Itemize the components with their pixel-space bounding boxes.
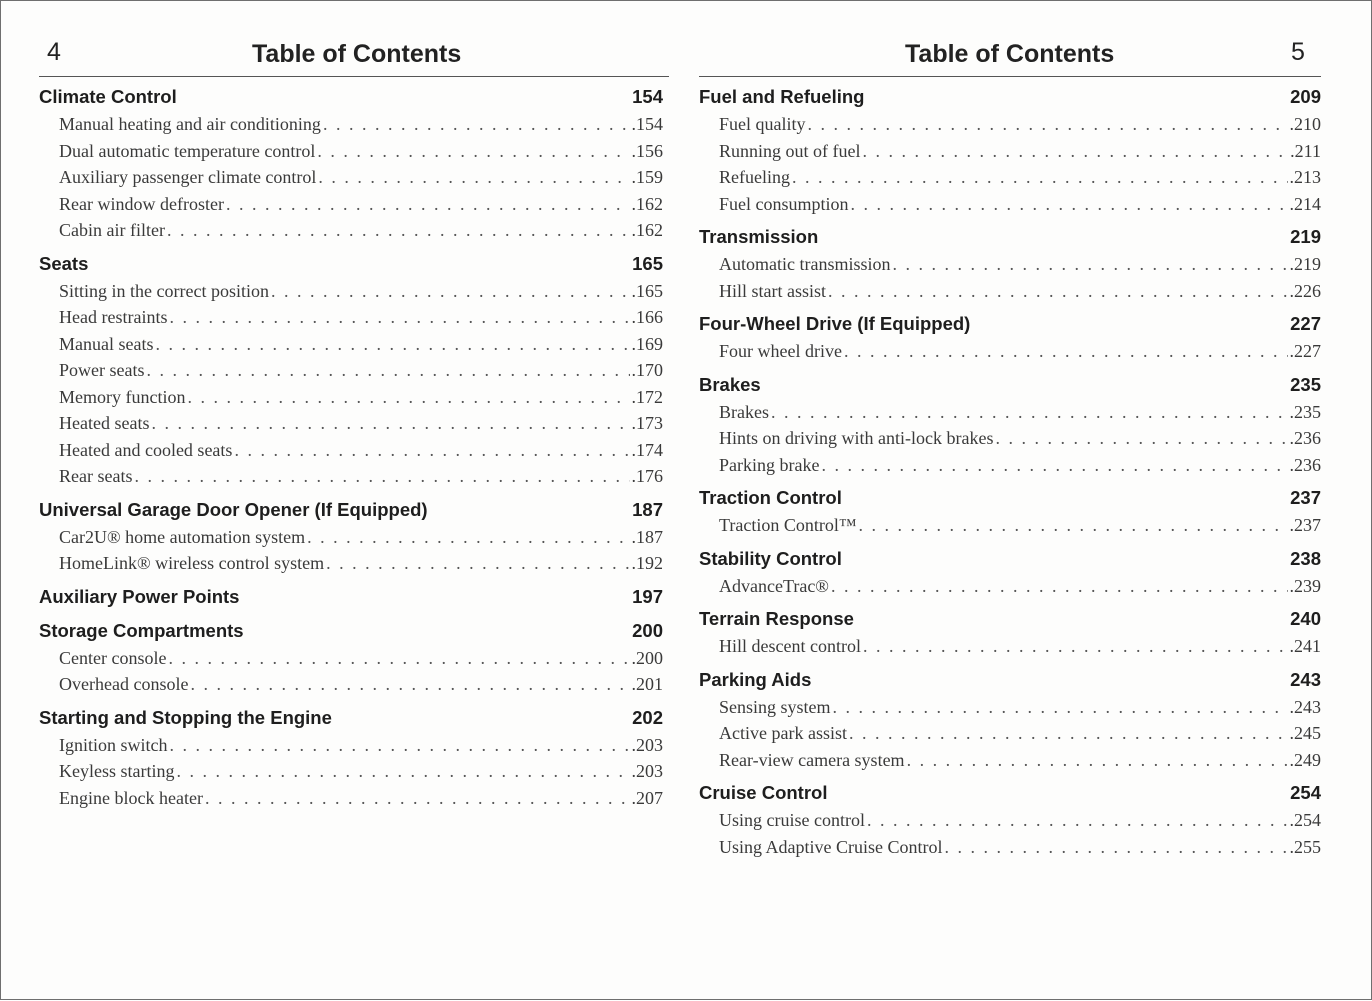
dot-leader (307, 524, 629, 551)
entry-page-number: .169 (631, 333, 663, 354)
entry-label: Overhead console (59, 674, 189, 694)
entry-label: Using Adaptive Cruise Control (719, 836, 943, 857)
entry-label: Engine block heater (59, 787, 203, 808)
toc-entry[interactable] (699, 191, 1321, 218)
section-heading[interactable] (39, 704, 663, 732)
entry-label: Using cruise control (719, 810, 865, 830)
toc-section (699, 484, 1321, 539)
toc-section (699, 605, 1321, 660)
entry-label: Heated seats (59, 413, 150, 433)
dot-leader (831, 573, 1288, 600)
entry-page-number: .170 (631, 360, 663, 380)
dot-leader (326, 550, 629, 577)
section-title: Starting and Stopping the Engine (39, 706, 332, 728)
entry-page-number: .249 (1289, 749, 1321, 770)
toc-entry[interactable] (39, 164, 663, 191)
dot-leader (187, 384, 629, 411)
toc-section (699, 223, 1321, 304)
right-page (687, 1, 1372, 1001)
entry-page-number: .156 (631, 140, 663, 161)
entry-page-number: .192 (631, 553, 663, 573)
dot-leader (945, 834, 1288, 861)
dot-leader (168, 645, 629, 672)
dot-leader (771, 399, 1288, 426)
entry-page-number: .254 (1289, 810, 1321, 830)
entry-page-number: .173 (631, 413, 663, 433)
entry-page-number: .211 (1290, 140, 1321, 161)
entry-label: Brakes (719, 401, 769, 422)
entry-label: Fuel consumption (719, 193, 849, 214)
section-title: Auxiliary Power Points (39, 585, 240, 607)
toc-entry[interactable] (39, 645, 663, 672)
dot-leader (134, 463, 629, 490)
entry-page-number: .237 (1289, 515, 1321, 535)
section-page-number: 209 (1290, 86, 1321, 107)
entry-label: Head restraints (59, 307, 168, 327)
entry-label: Running out of fuel (719, 140, 861, 161)
section-heading[interactable] (39, 496, 663, 524)
dot-leader (851, 191, 1288, 218)
section-title: Universal Garage Door Opener (If Equipped) (39, 498, 428, 520)
entry-page-number: .154 (631, 114, 663, 134)
section-heading[interactable] (39, 250, 663, 278)
toc-entry[interactable] (39, 111, 663, 138)
toc-entry[interactable] (699, 720, 1321, 747)
entry-label: Center console (59, 647, 167, 668)
dot-leader (155, 331, 629, 358)
section-heading[interactable] (699, 223, 1321, 251)
entry-label: HomeLink® wireless control system (59, 553, 325, 573)
toc-section (699, 666, 1321, 774)
dot-leader (833, 694, 1288, 721)
left-page (1, 1, 687, 1001)
section-heading[interactable] (699, 484, 1321, 512)
entry-label: Sitting in the correct position (59, 280, 269, 301)
entry-label: Auxiliary passenger climate control (59, 167, 317, 187)
entry-page-number: .226 (1289, 280, 1321, 301)
entry-label: Automatic transmission (719, 254, 891, 274)
toc-entry[interactable] (699, 399, 1321, 426)
dot-leader (205, 785, 630, 812)
toc-entry[interactable] (39, 463, 663, 490)
toc-entry[interactable] (39, 357, 663, 384)
entry-label: Rear window defroster (59, 193, 224, 214)
section-page-number: 219 (1290, 226, 1321, 247)
dot-leader (167, 217, 630, 244)
section-page-number: 200 (632, 619, 663, 641)
dot-leader (844, 338, 1288, 365)
entry-page-number: .236 (1289, 428, 1321, 448)
entry-page-number: .214 (1289, 193, 1321, 214)
section-heading[interactable] (699, 605, 1321, 633)
dot-leader (863, 138, 1289, 165)
entry-label: Traction Control™ (719, 515, 857, 535)
entry-label: Hill start assist (719, 280, 826, 301)
toc-entry[interactable] (699, 694, 1321, 721)
toc-section (39, 250, 663, 490)
toc-list (39, 83, 663, 817)
dot-leader (317, 138, 629, 165)
entry-page-number: .162 (631, 220, 663, 240)
entry-page-number: .213 (1289, 167, 1321, 187)
entry-page-number: .207 (631, 787, 663, 808)
entry-label: Power seats (59, 360, 145, 380)
toc-section (39, 496, 663, 577)
page-title: Table of Contents (252, 40, 462, 68)
section-page-number: 237 (1290, 487, 1321, 508)
toc-section (39, 583, 663, 611)
dot-leader (863, 633, 1288, 660)
toc-entry[interactable] (39, 437, 663, 464)
entry-label: Keyless starting (59, 761, 175, 781)
toc-entry[interactable] (39, 304, 663, 331)
entry-label: AdvanceTrac® (719, 575, 829, 596)
section-heading[interactable] (699, 545, 1321, 573)
dot-leader (190, 671, 629, 698)
section-page-number: 238 (1290, 547, 1321, 569)
toc-entry[interactable] (699, 573, 1321, 600)
dot-leader (858, 512, 1287, 539)
section-page-number: 227 (1290, 313, 1321, 334)
section-title: Climate Control (39, 86, 177, 107)
entry-page-number: .219 (1289, 254, 1321, 274)
entry-label: Rear seats (59, 466, 133, 486)
entry-page-number: .210 (1289, 114, 1321, 134)
entry-page-number: .187 (631, 526, 663, 547)
section-page-number: 187 (632, 498, 663, 520)
toc-entry[interactable] (699, 425, 1321, 452)
toc-section (699, 83, 1321, 217)
entry-page-number: .159 (631, 167, 663, 187)
dot-leader (318, 164, 629, 191)
toc-entry[interactable] (39, 550, 663, 577)
toc-entry[interactable] (39, 138, 663, 165)
entry-label: Hill descent control (719, 636, 861, 656)
entry-label: Car2U® home automation system (59, 526, 306, 547)
section-title: Fuel and Refueling (699, 86, 865, 107)
toc-entry[interactable] (699, 251, 1321, 278)
toc-entry[interactable] (39, 217, 663, 244)
section-title: Four-Wheel Drive (If Equipped) (699, 313, 971, 334)
dot-leader (995, 425, 1287, 452)
toc-entry[interactable] (699, 512, 1321, 539)
dot-leader (323, 111, 630, 138)
entry-page-number: .165 (631, 280, 663, 301)
toc-entry[interactable] (699, 138, 1321, 165)
section-heading[interactable] (39, 583, 663, 611)
entry-label: Heated and cooled seats (59, 439, 233, 460)
toc-section (699, 310, 1321, 365)
dot-leader (808, 111, 1288, 138)
entry-page-number: .245 (1289, 723, 1321, 743)
toc-entry[interactable] (39, 671, 663, 698)
section-heading[interactable] (699, 310, 1321, 338)
section-title: Parking Aids (699, 668, 812, 690)
section-page-number: 235 (1290, 373, 1321, 395)
toc-entry[interactable] (39, 384, 663, 411)
toc-section (39, 617, 663, 698)
entry-page-number: .172 (631, 386, 663, 407)
entry-page-number: .201 (631, 674, 663, 694)
entry-page-number: .176 (631, 466, 663, 486)
toc-entry[interactable] (699, 807, 1321, 834)
entry-label: Parking brake (719, 454, 820, 475)
toc-section (699, 779, 1321, 860)
section-page-number: 254 (1290, 782, 1321, 803)
toc-section (39, 704, 663, 812)
section-title: Brakes (699, 373, 761, 395)
section-page-number: 154 (632, 86, 663, 107)
toc-entry[interactable] (699, 747, 1321, 774)
dot-leader (907, 747, 1288, 774)
dot-leader (176, 758, 629, 785)
dot-leader (892, 251, 1287, 278)
entry-page-number: .236 (1289, 454, 1321, 475)
toc-entry[interactable] (39, 785, 663, 812)
section-title: Cruise Control (699, 782, 828, 803)
dot-leader (170, 732, 630, 759)
toc-entry[interactable] (699, 834, 1321, 861)
entry-page-number: .239 (1289, 575, 1321, 596)
toc-section (699, 371, 1321, 479)
entry-label: Refueling (719, 167, 790, 187)
section-heading[interactable] (39, 83, 663, 111)
toc-entry[interactable] (699, 633, 1321, 660)
dot-leader (226, 191, 630, 218)
entry-label: Memory function (59, 386, 186, 407)
section-page-number: 243 (1290, 668, 1321, 690)
toc-entry[interactable] (699, 164, 1321, 191)
dot-leader (234, 437, 629, 464)
entry-label: Hints on driving with anti-lock brakes (719, 428, 994, 448)
section-heading[interactable] (39, 617, 663, 645)
dot-leader (792, 164, 1288, 191)
header-rule (39, 76, 669, 77)
entry-page-number: .255 (1289, 836, 1321, 857)
entry-page-number: .241 (1289, 636, 1321, 656)
section-page-number: 165 (632, 252, 663, 274)
section-title: Terrain Response (699, 608, 854, 629)
section-title: Stability Control (699, 547, 842, 569)
toc-list (699, 83, 1321, 866)
entry-label: Manual heating and air conditioning (59, 114, 321, 134)
entry-page-number: .162 (631, 193, 663, 214)
entry-page-number: .200 (631, 647, 663, 668)
section-page-number: 202 (632, 706, 663, 728)
section-heading[interactable] (699, 371, 1321, 399)
header-rule (699, 76, 1321, 77)
dot-leader (821, 452, 1287, 479)
toc-entry[interactable] (39, 524, 663, 551)
entry-label: Manual seats (59, 333, 154, 354)
dot-leader (169, 304, 629, 331)
toc-entry[interactable] (699, 278, 1321, 305)
page-title: Table of Contents (905, 40, 1115, 68)
section-title: Traction Control (699, 487, 842, 508)
entry-label: Sensing system (719, 696, 831, 717)
dot-leader (151, 410, 629, 437)
toc-entry[interactable] (699, 111, 1321, 138)
toc-entry[interactable] (39, 278, 663, 305)
toc-entry[interactable] (39, 410, 663, 437)
toc-entry[interactable] (39, 732, 663, 759)
toc-section (699, 545, 1321, 600)
page-number: 5 (1291, 38, 1305, 66)
section-heading[interactable] (699, 779, 1321, 807)
entry-label: Active park assist (719, 723, 847, 743)
dot-leader (849, 720, 1288, 747)
section-page-number: 240 (1290, 608, 1321, 629)
toc-section (39, 83, 663, 244)
entry-page-number: .166 (631, 307, 663, 327)
toc-entry[interactable] (39, 331, 663, 358)
dot-leader (867, 807, 1288, 834)
entry-page-number: .203 (631, 734, 663, 755)
entry-page-number: .227 (1289, 341, 1321, 361)
dot-leader (146, 357, 629, 384)
section-heading[interactable] (699, 83, 1321, 111)
entry-label: Rear-view camera system (719, 749, 905, 770)
toc-entry[interactable] (39, 191, 663, 218)
entry-page-number: .235 (1289, 401, 1321, 422)
entry-label: Four wheel drive (719, 341, 842, 361)
toc-entry[interactable] (699, 338, 1321, 365)
section-title: Seats (39, 252, 89, 274)
entry-label: Ignition switch (59, 734, 168, 755)
entry-page-number: .203 (631, 761, 663, 781)
dot-leader (828, 278, 1288, 305)
toc-entry[interactable] (39, 758, 663, 785)
section-title: Transmission (699, 226, 819, 247)
section-heading[interactable] (699, 666, 1321, 694)
section-title: Storage Compartments (39, 619, 244, 641)
entry-label: Cabin air filter (59, 220, 165, 240)
entry-label: Dual automatic temperature control (59, 140, 316, 161)
dot-leader (271, 278, 630, 305)
section-page-number: 197 (632, 585, 663, 607)
toc-entry[interactable] (699, 452, 1321, 479)
page-number: 4 (47, 38, 61, 66)
entry-page-number: .174 (631, 439, 663, 460)
entry-page-number: .243 (1289, 696, 1321, 717)
entry-label: Fuel quality (719, 114, 806, 134)
